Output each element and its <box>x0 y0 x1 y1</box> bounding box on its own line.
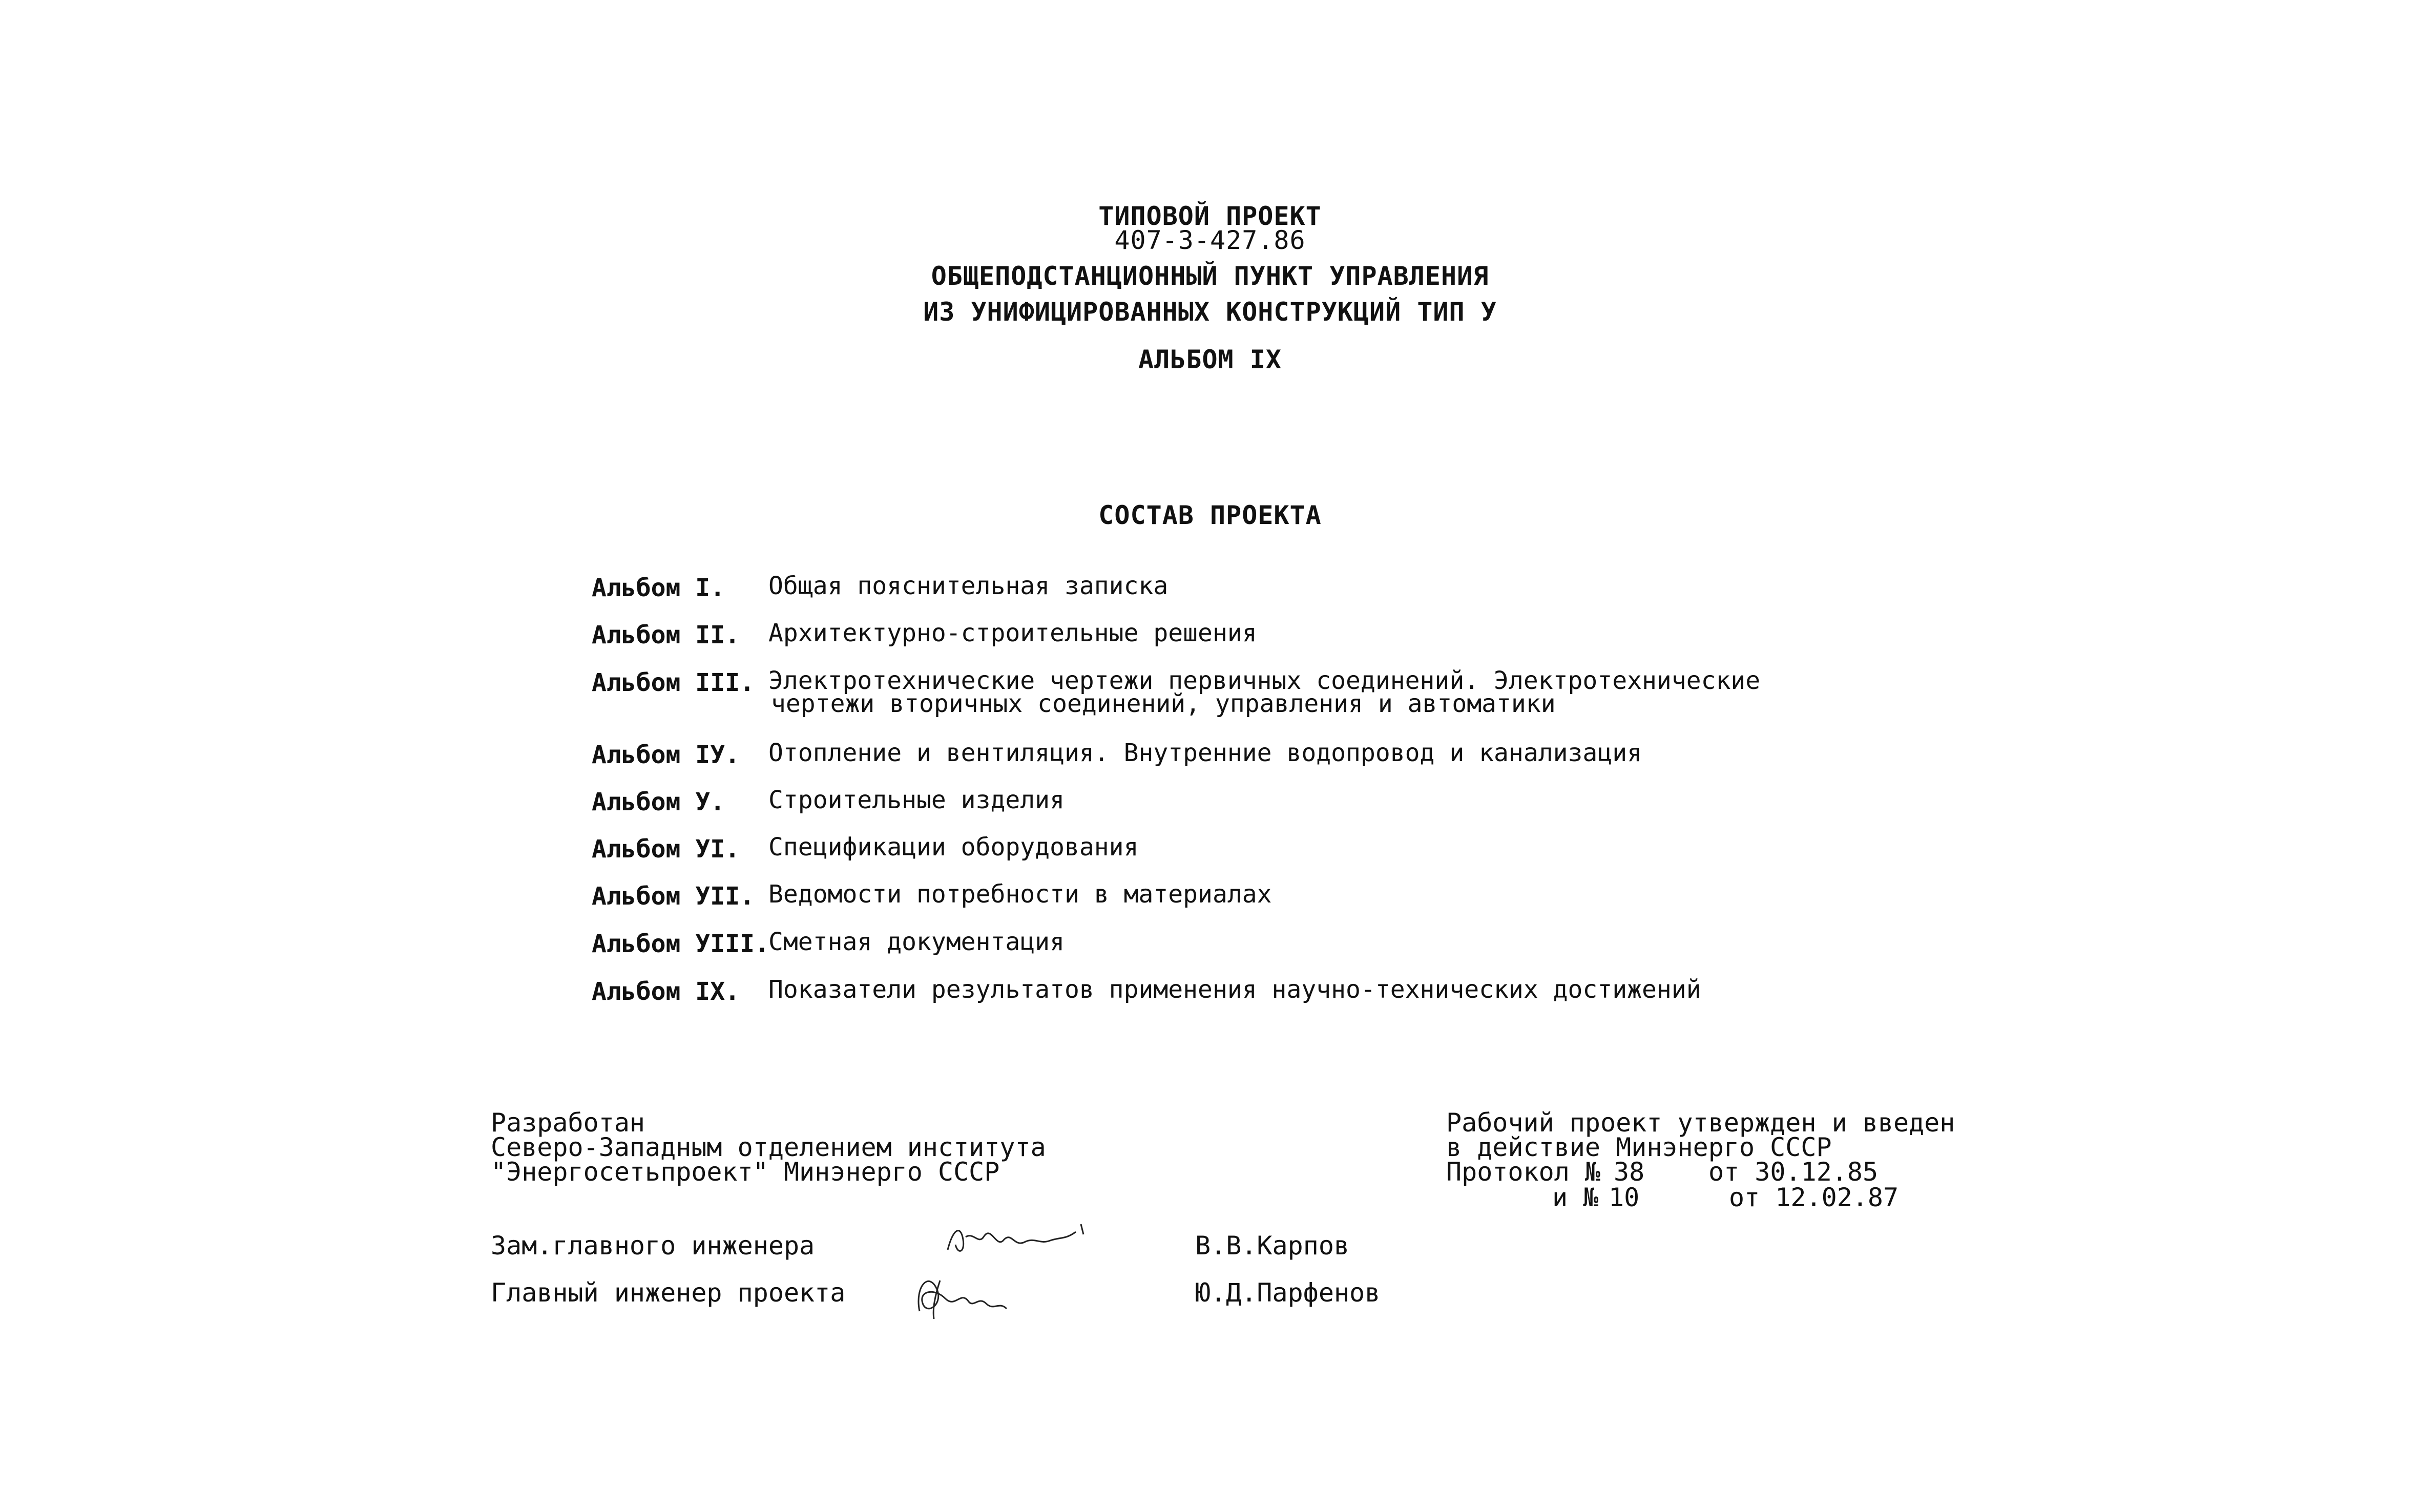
list-item-text: Спецификации оборудования <box>768 833 1139 862</box>
list-item-label: Альбом УIII. <box>592 930 769 958</box>
list-item-text: Общая пояснительная записка <box>768 572 1169 600</box>
protocol-number: 38 <box>1614 1157 1645 1187</box>
second-protocol-number: 10 <box>1609 1183 1640 1212</box>
developed-institute: "Энергосетьпроект" Минэнерго СССР <box>491 1157 1000 1187</box>
approval-line1: Рабочий проект утвержден и введен <box>1446 1108 1955 1138</box>
list-item-label: Альбом II. <box>592 621 740 649</box>
developed-label: Разработан <box>491 1108 645 1138</box>
list-item-text: Ведомости потребности в материалах <box>768 880 1272 909</box>
header-project-number: 407-3-427.86 <box>1114 225 1306 255</box>
list-item-label: Альбом У. <box>592 788 725 816</box>
list-item-text: Строительные изделия <box>768 786 1065 814</box>
list-item-label: Альбом IX. <box>592 977 740 1006</box>
contents-title: СОСТАВ ПРОЕКТА <box>1098 500 1322 530</box>
deputy-chief-engineer-title: Зам.главного инженера <box>491 1231 815 1261</box>
list-item-label: Альбом I. <box>592 574 725 602</box>
deputy-chief-engineer-name: В.В.Карпов <box>1195 1231 1350 1261</box>
list-item-text: Отопление и вентиляция. Внутренние водопровод и канализация <box>768 739 1642 767</box>
list-item-label: Альбом III. <box>592 668 755 697</box>
header-album: АЛЬБОМ IX <box>1138 345 1282 374</box>
list-item-text-continued: чертежи вторичных соединений, управления и автоматики <box>771 689 1556 718</box>
list-item-label: Альбом УII. <box>592 882 755 911</box>
approval-line2: в действие Минэнерго СССР <box>1446 1132 1832 1162</box>
list-item-text: Архитектурно-строительные решения <box>768 619 1257 647</box>
chief-project-engineer-title: Главный инженер проекта <box>491 1278 846 1308</box>
list-item-text: Электротехнические чертежи первичных соединений. Электротехнические <box>768 666 1761 695</box>
second-protocol-label: и № <box>1552 1183 1599 1212</box>
chief-project-engineer-name: Ю.Д.Парфенов <box>1195 1278 1381 1308</box>
developed-organization: Северо-Западным отделением института <box>491 1132 1046 1162</box>
header-title-line1: ОБЩЕПОДСТАНЦИОННЫЙ ПУНКТ УПРАВЛЕНИЯ <box>931 261 1489 291</box>
list-item-label: Альбом УI. <box>592 835 740 864</box>
list-item-text: Сметная документация <box>768 928 1065 956</box>
header-title-line2: ИЗ УНИФИЦИРОВАННЫХ КОНСТРУКЦИЙ ТИП У <box>923 297 1497 327</box>
header-type-project: ТИПОВОЙ ПРОЕКТ <box>1098 201 1322 231</box>
second-protocol-date: от 12.02.87 <box>1729 1183 1899 1212</box>
list-item-label: Альбом IУ. <box>592 741 740 769</box>
chief-signature <box>909 1260 1042 1327</box>
protocol-date: от 30.12.85 <box>1708 1157 1879 1187</box>
list-item-text: Показатели результатов применения научно-технических достижений <box>768 975 1701 1004</box>
protocol-label: Протокол № <box>1446 1157 1601 1187</box>
